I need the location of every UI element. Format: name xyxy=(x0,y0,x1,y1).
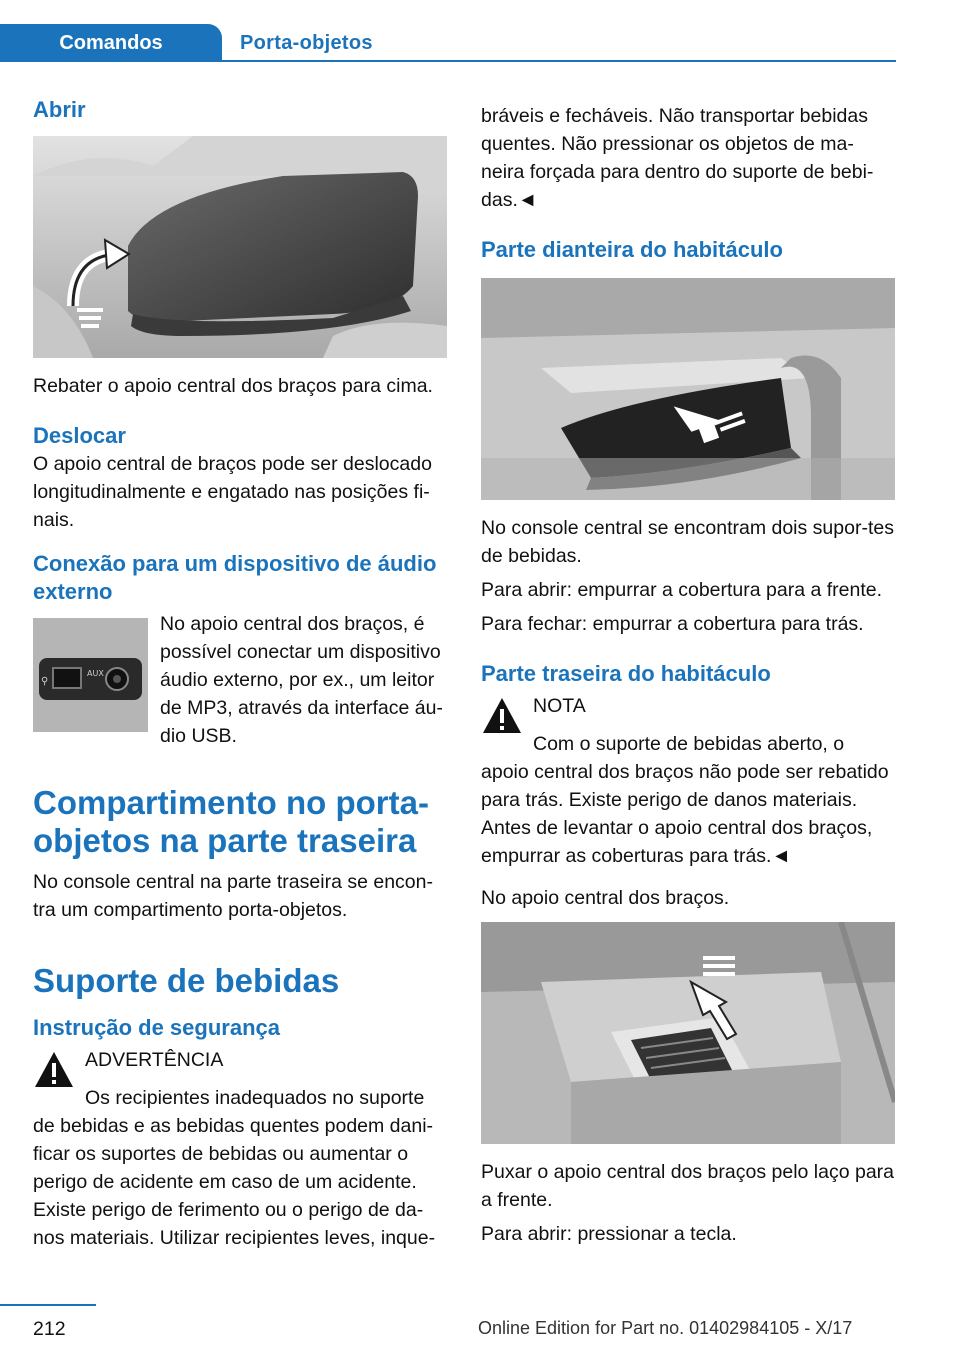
armrest-open-photo xyxy=(33,136,447,358)
traseira-text-1: No apoio central dos braços. xyxy=(481,887,730,909)
front-cupholder-photo xyxy=(481,278,895,500)
svg-text:AUX: AUX xyxy=(87,669,104,678)
page-header xyxy=(0,24,960,64)
conexao-block xyxy=(33,610,447,750)
abrir-instruction: Rebater o apoio central dos braços para cima. xyxy=(33,375,433,397)
header-rule xyxy=(222,60,896,62)
dianteira-text-2: Para abrir: empurrar a cobertura para a frente. xyxy=(481,579,883,601)
warning-text: Os recipientes inadequados no suporte de bebidas e as bebidas quentes podem dani-ficar os suportes de bebidas ou aumentar o perigo de acidente em caso de um acidente. Existe perigo de ferimento ou o perigo de da-nos materiais. Utilizar recipientes leves, inque- xyxy=(33,1087,436,1249)
heading-suporte-bebidas: Suporte de bebidas xyxy=(33,962,340,999)
note-text: Com o suporte de bebidas aberto, o apoio central dos braços não pode ser rebatido para trás. Existe perigo de danos materiais. Antes de levantar o apoio central dos braços, empurrar as coberturas para trás.◄ xyxy=(481,733,889,867)
left-column xyxy=(33,96,447,1266)
note-label: NOTA xyxy=(533,695,586,717)
heading-abrir: Abrir xyxy=(33,97,86,122)
edition-note: Online Edition for Part no. 01402984105 - X/17 xyxy=(478,1318,853,1338)
conexao-text: No apoio central dos braços, é possível conectar um dispositivo áudio externo, por ex., um leitor de MP3, através da interface áu-dio USB. xyxy=(160,613,443,747)
warning-triangle-icon xyxy=(33,1050,75,1090)
section-tab-comandos: Comandos xyxy=(0,24,222,62)
page-number: 212 xyxy=(33,1318,66,1340)
footer-rule xyxy=(0,1304,96,1306)
heading-deslocar: Deslocar xyxy=(33,423,126,448)
warning-text-continued: bráveis e fecháveis. Não transportar bebidas quentes. Não pressionar os objetos de ma-neira forçada para dentro do suporte de bebi-das.◄ xyxy=(481,105,874,211)
svg-text:⚲: ⚲ xyxy=(41,676,49,687)
section-tab-porta-objetos: Porta-objetos xyxy=(240,31,373,54)
heading-conexao: Conexão para um dispositivo de áudio externo xyxy=(33,551,437,604)
right-column xyxy=(481,102,895,1262)
compartimento-text: No console central na parte traseira se encon-tra um compartimento porta-objetos. xyxy=(33,871,433,921)
warning-label: ADVERTÊNCIA xyxy=(85,1049,224,1071)
heading-parte-dianteira: Parte dianteira do habitáculo xyxy=(481,237,783,262)
usb-port-photo xyxy=(33,618,148,732)
heading-parte-traseira: Parte traseira do habitáculo xyxy=(481,661,771,686)
dianteira-text-1: No console central se encontram dois supor-tes de bebidas. xyxy=(481,517,894,567)
rear-cupholder-photo xyxy=(481,922,895,1144)
heading-instrucao-seguranca: Instrução de segurança xyxy=(33,1015,280,1040)
dianteira-text-3: Para fechar: empurrar a cobertura para trás. xyxy=(481,613,864,635)
warning-triangle-icon xyxy=(481,696,523,736)
traseira-text-2: Puxar o apoio central dos braços pelo laço para a frente. xyxy=(481,1161,895,1211)
deslocar-text: O apoio central de braços pode ser deslocado longitudinalmente e engatado nas posições fi-nais. xyxy=(33,453,432,531)
heading-compartimento: Compartimento no porta-objetos na parte traseira xyxy=(33,784,429,859)
traseira-text-3: Para abrir: pressionar a tecla. xyxy=(481,1223,737,1245)
